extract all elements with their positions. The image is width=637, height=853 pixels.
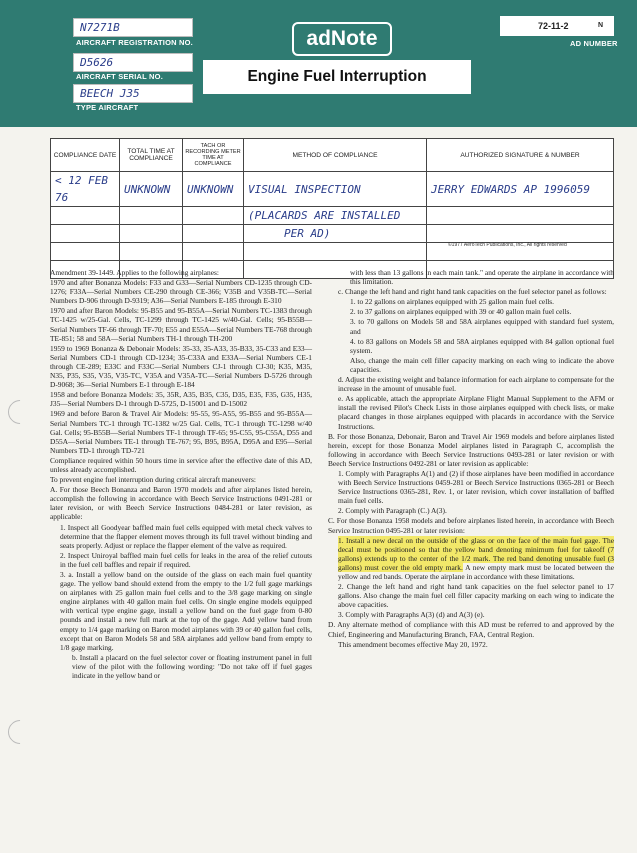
compliance-table [50, 138, 614, 279]
effective-date: This amendment becomes effective May 20, 1972. [338, 639, 488, 649]
body-paragraph: 4. to 83 gallons on Models 58 and 58A airplanes equipped with 84 gallon optional fuel system. [350, 336, 614, 355]
cell-date[interactable]: < 12 FEB 76 [51, 172, 120, 207]
body-paragraph: 1958 and before Bonanza Models: 35, 35R, A35, B35, C35, D35, E35, F35, G35, H35, J35—Serial Numbers D-1 through D-5725, D-15001 and D-15002 [50, 390, 312, 409]
cell-tach-time[interactable] [183, 225, 244, 243]
header-band [0, 0, 637, 127]
table-row [51, 207, 614, 225]
type-field[interactable] [73, 84, 193, 103]
cell-total-time[interactable] [120, 243, 183, 261]
body-paragraph: d. Adjust the existing weight and balance information for each airplane to compensate for the increase in the amount of unusable fuel. [338, 375, 614, 394]
body-paragraph: with less than 13 gallons in each main tank." and operate the airplane in accordance with this limitation. [350, 268, 614, 287]
body-paragraph: To prevent engine fuel interruption during critical aircraft maneuvers: [50, 475, 256, 485]
table-header-row [51, 139, 614, 172]
col-method: METHOD OF COMPLIANCE [244, 139, 427, 172]
body-paragraph: 1. to 22 gallons on airplanes equipped with 25 gallon main fuel cells. [350, 297, 555, 307]
cell-date[interactable] [51, 243, 120, 261]
serial-value: D5626 [80, 56, 114, 69]
body-paragraph: A. For those Beech Bonanza and Baron 1970 models and after airplanes listed herein, accomplish the following in accordance with Beech Service Instructions 0491-281 or later revision, or with Beech Service Instructions 0484-281 or later revision, as applicable: [50, 485, 312, 522]
cell-date[interactable] [51, 207, 120, 225]
highlighted-paragraph [328, 536, 614, 581]
body-paragraph: 3. Comply with Paragraphs A(3) (d) and A(3) (e). [338, 610, 485, 620]
ad-number-box [500, 16, 614, 36]
body-text: A new empty mark must be located between the yellow and red bands. Operate the airplane in accordance with these limitations. [338, 562, 614, 581]
cell-method[interactable]: (PLACARDS ARE INSTALLED [244, 207, 427, 225]
body-paragraph: 2. Change the left hand and right hand tank capacities on the fuel selector panel to 17 gallons. Also change the main fuel cell filler capacity marking on each wing to indicate the above capacities. [338, 582, 614, 610]
cell-signature[interactable]: JERRY EDWARDS AP 1996059 [427, 172, 614, 207]
cell-tach-time[interactable]: UNKNOWN [183, 172, 244, 207]
cell-tach-time[interactable] [183, 243, 244, 261]
body-right-column [328, 268, 614, 650]
highlighted-text: 1. Install a new decal on the outside of the glass or on the face of the main fuel gage. The decal must be positioned so that the yellow band denoting minimum fuel for takeoff (7 gallons) extends up to the center of the 1/2 mark. The red band denoting unusable fuel (3 gallons) must cover the old empty mark. [338, 535, 614, 572]
body-paragraph: 1. Comply with Paragraphs A(1) and (2) if those airplanes have been modified in accordance with Beech Service Instructions 0459-281 or Beech Service Instructions 0365-281 or Beech Service Instructions 0365-281, Rev. 1, or later revision, which cover installation of baffled main fuel cells. [338, 468, 614, 506]
registration-field[interactable] [73, 18, 193, 37]
body-paragraph: b. Install a placard on the fuel selector cover or floating instrument panel in full view of the pilot with the following wording: "Do not take off if fuel gages indicate in the yellow band or [72, 652, 312, 681]
col-compliance-date: COMPLIANCE DATE [51, 139, 120, 172]
body-paragraph: 2. to 37 gallons on airplanes equipped with 39 or 40 gallon main fuel cells. [350, 307, 572, 317]
body-paragraph: 1969 and before Baron & Travel Air Models: 95-55, 95-A55, 95-B55 and 95-B55A—Serial Numbers TC-1 through TC-1382 w/25 Gal. Cells, TC-1 through TC-1298 w/40 Gal. Cells; 95-B55B—Serial Numbers TF-1 through TF-65; 95-C55, 95-C55A, D55 and D55A—Serial Numbers TE-1 through TE-767; 95, B95, B95A, D95A and E95—Serial Numbers TD-1 through TD-721 [50, 409, 312, 455]
cell-total-time[interactable] [120, 225, 183, 243]
cell-signature[interactable] [427, 225, 614, 243]
body-paragraph: 2. Comply with Paragraph (C.) A(3). [338, 506, 447, 516]
registration-label: AIRCRAFT REGISTRATION NO. [76, 38, 193, 47]
table-row [51, 225, 614, 243]
serial-label: AIRCRAFT SERIAL NO. [76, 72, 163, 81]
body-paragraph: Amendment 39-1449. Applies to the following airplanes: [50, 268, 219, 277]
type-value: BEECH J35 [80, 87, 140, 100]
body-paragraph: 3. a. Install a yellow band on the outside of the glass on each main fuel quantity gage. The yellow band should extend from the empty to the 1/2 full gage markings on airplanes with 25 gallon main fuel cells and to the 3/8 gage marking on single engine airplanes with 40 gallon main fuel cells. On single engine models equipped with vertical type engine gage, install a yellow band on the fuel gage from 0-80 pounds and install a new full mark at the top of the gage. Add yellow band from empty to 1/4 gage marking on Baron model airplanes with 39 or 40 gallon fuel cells, except that on Baron Models 58 and 58A airplanes add yellow band from empty to 1/8 gage marking. [60, 570, 312, 652]
cell-signature[interactable] [427, 207, 614, 225]
col-total-time: TOTAL TIME AT COMPLIANCE [120, 139, 183, 172]
body-paragraph: 2. Inspect Uniroyal baffled main fuel cells for leaks in the area of the relief cutouts in the fuel cell baffles and repair if required. [60, 550, 312, 569]
body-paragraph: 1970 and after Bonanza Models: F33 and G33—Serial Numbers CD-1235 through CD-1276; F33A—Serial Numbers CE-290 through CE-366; V35B and V35B-TC—Serial Numbers D-906 through D-9319; A36—Serial Numbers E-185 through E-310 [50, 278, 312, 306]
body-paragraph: B. For those Bonanza, Debonair, Baron and Travel Air 1969 models and before airplanes listed herein, except for those Bonanza Model airplanes listed in Paragraph C, accomplish the following in accordance with Beech Service Instructions 0493-281 or later revision or with Beech Service Instructions 0492-281 or later revision as applicable: [328, 431, 614, 468]
cell-tach-time[interactable] [183, 207, 244, 225]
body-left-column [50, 268, 312, 681]
body-paragraph: c. Change the left hand and right hand tank capacities on the fuel selector panel as follows: [338, 287, 607, 297]
body-paragraph: D. Any alternate method of compliance with this AD must be referred to and approved by the Chief, Engineering and Manufacturing Branch, FAA, Central Region. [328, 620, 614, 639]
col-signature: AUTHORIZED SIGNATURE & NUMBER [427, 139, 614, 172]
cell-total-time[interactable]: UNKNOWN [120, 172, 183, 207]
body-paragraph: Compliance required within 50 hours time in service after the effective date of this AD, unless already accomplished. [50, 455, 312, 474]
serial-field[interactable] [73, 53, 193, 72]
ad-number-suffix: N [598, 22, 604, 29]
cell-method[interactable]: PER AD) [244, 225, 427, 243]
cell-date[interactable] [51, 225, 120, 243]
binder-hole [3, 395, 37, 429]
ad-number-label: AD NUMBER [570, 39, 618, 48]
type-label: TYPE AIRCRAFT [76, 103, 139, 112]
ad-number: 72-11-2 [538, 21, 569, 31]
adnote-logo: adNote [292, 22, 392, 56]
cell-method[interactable]: VISUAL INSPECTION [244, 172, 427, 207]
copyright-notice: ©1977 AeroTech Publications, Inc., All rights reserved [448, 242, 567, 248]
cell-total-time[interactable] [120, 207, 183, 225]
col-tach-time: TACH OR RECORDING METER TIME AT COMPLIANCE [183, 139, 244, 172]
body-paragraph: 1970 and after Baron Models: 95-B55 and 95-B55A—Serial Numbers TC-1383 through TC-1425 w/25-Gal. Cells, TC-1299 through TC-1425 w/40-Gal. Cells; 95-B55B—Serial Numbers TF-66 through TF-70; E55 and E55A—Serial Numbers TE-768 through TE-851; 58 and 58A—Serial Numbers TH-1 through TH-200 [50, 306, 312, 343]
table-row [51, 172, 614, 207]
body-paragraph: 3. to 70 gallons on Models 58 and 58A airplanes equipped with standard fuel system, and [350, 317, 614, 336]
cell-method[interactable] [244, 243, 427, 261]
binder-hole [3, 715, 37, 749]
page-title: Engine Fuel Interruption [203, 60, 471, 94]
body-paragraph: C. For those Bonanza 1958 models and before airplanes listed herein, in accordance with Beech Service Instruction 0495-281 or later revision: [328, 516, 614, 535]
body-paragraph: Also, change the main cell filler capacity marking on each wing to indicate the above capacities. [350, 355, 614, 374]
body-paragraph: 1. Inspect all Goodyear baffled main fuel cells equipped with metal check valves to determine that the flapper element moves through its full travel without binding and seats properly. Adjust or replace the flapper element of the valve as required. [60, 522, 312, 550]
registration-value: N7271B [80, 21, 120, 34]
body-paragraph: e. As applicable, attach the appropriate Airplane Flight Manual Supplement to the AFM or install the revised Pilot's Check Lists in those airplanes equipped with check lists, or make placard changes in those airplanes equipped with placards in accordance with the Service Instructions. [338, 394, 614, 431]
body-paragraph: 1959 to 1969 Bonanza & Debonair Models: 35-33, 35-A33, 35-B33, 35-C33 and E33—Serial Numbers CD-1 through CD-1234; 35-C33A and E33A—Serial Numbers CE-1 through CE-289; E33C and F33C—Serial Numbers CJ-1 through CJ-30; K35, M35, N35, P35, S35, V35, V35-TC, V35A and V35A-TC—Serial Numbers D-5726 through D-9068; 36—Serial Numbers E-1 through E-184 [50, 343, 312, 390]
